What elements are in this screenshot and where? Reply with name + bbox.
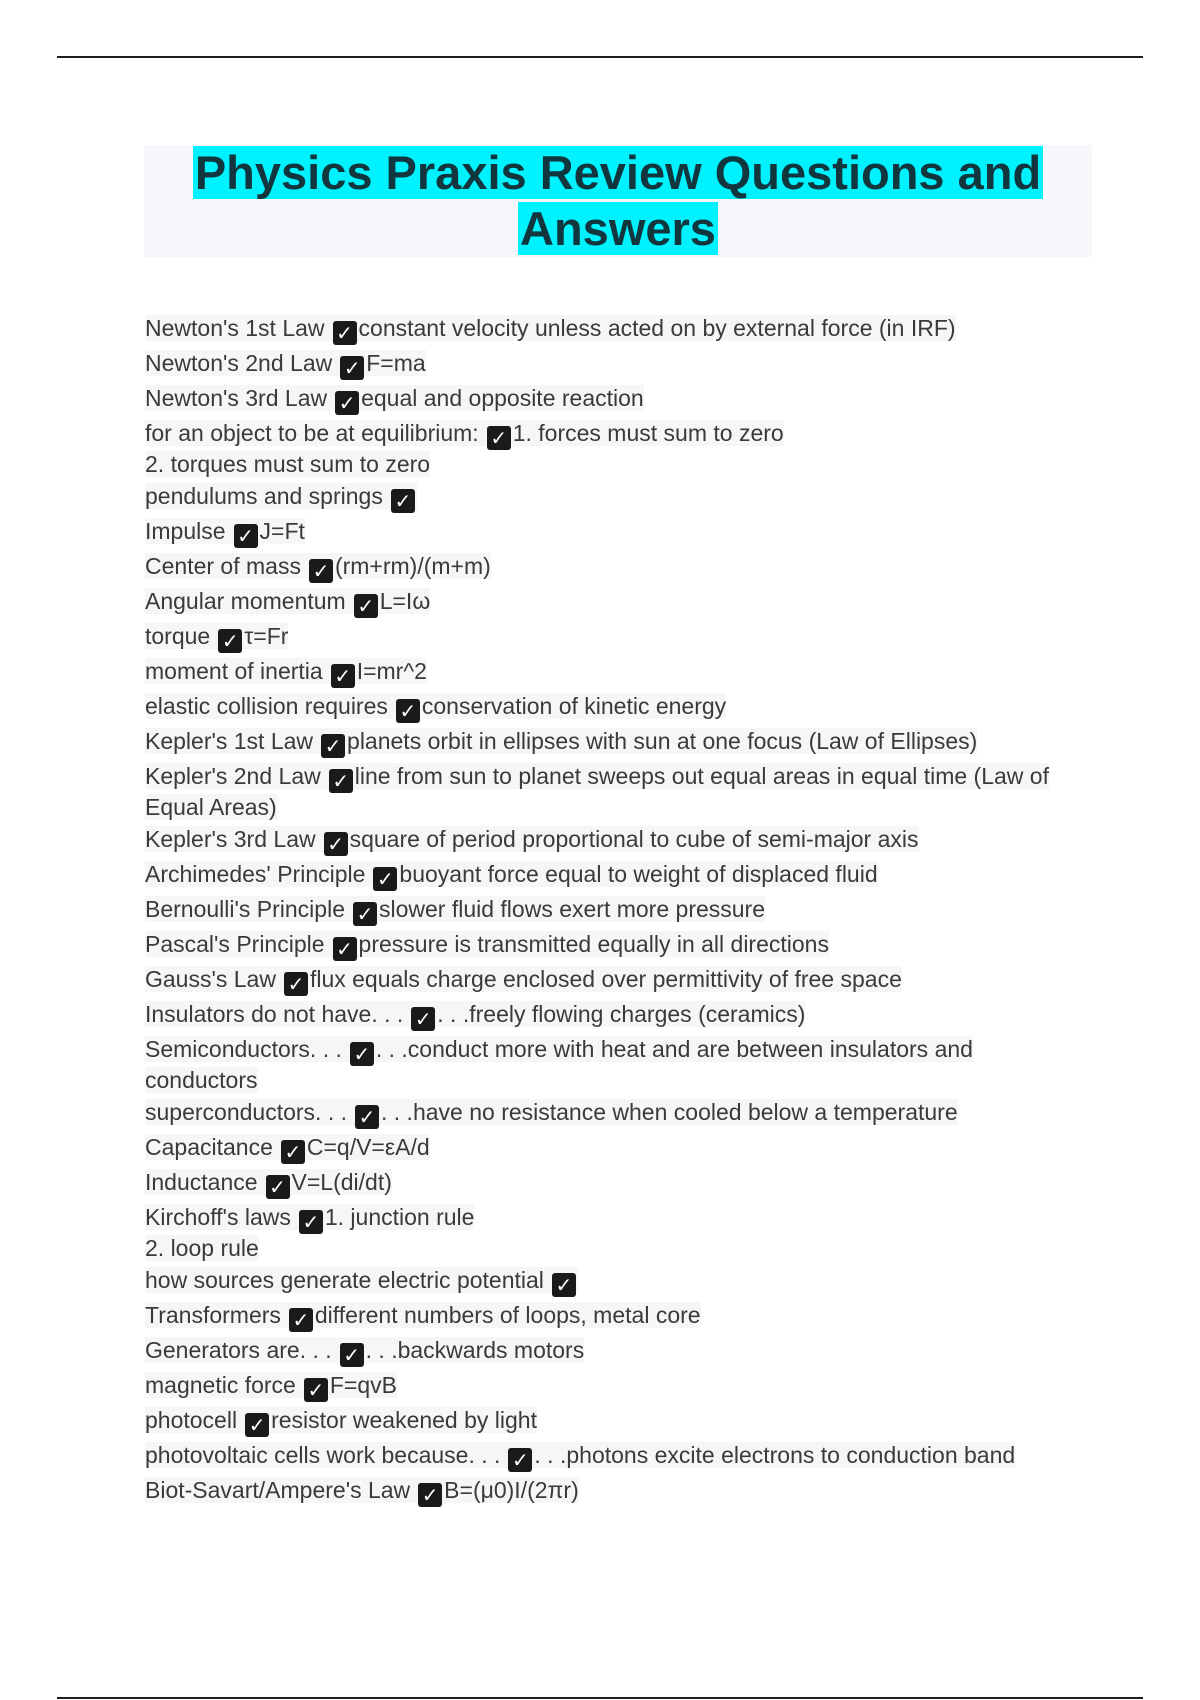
qa-row xyxy=(145,314,1085,345)
qa-term: for an object to be at equilibrium: xyxy=(145,420,479,446)
qa-row xyxy=(145,349,1085,380)
qa-answer: 1. forces must sum to zero xyxy=(512,420,784,446)
qa-row xyxy=(145,1098,1085,1129)
check-box-icon: ✓ xyxy=(552,1273,576,1297)
check-box-icon: ✓ xyxy=(309,559,333,583)
check-box-icon: ✓ xyxy=(354,594,378,618)
check-box-icon: ✓ xyxy=(508,1448,532,1472)
qa-answer: L=Iω xyxy=(379,588,431,614)
qa-row xyxy=(145,1168,1085,1199)
qa-term: magnetic force xyxy=(145,1372,296,1398)
qa-term: how sources generate electric potential xyxy=(145,1267,544,1293)
qa-term: Impulse xyxy=(145,518,226,544)
check-box-icon: ✓ xyxy=(396,699,420,723)
qa-line xyxy=(145,623,289,653)
qa-row xyxy=(145,762,1085,821)
qa-list xyxy=(145,314,1085,1511)
qa-line xyxy=(145,1134,430,1164)
header-rule xyxy=(57,56,1143,58)
qa-row xyxy=(145,860,1085,891)
qa-term: Center of mass xyxy=(145,553,301,579)
qa-term: Angular momentum xyxy=(145,588,346,614)
qa-answer: C=q/V=εA/d xyxy=(306,1134,430,1160)
check-box-icon: ✓ xyxy=(373,867,397,891)
qa-line xyxy=(145,1267,578,1297)
check-box-icon: ✓ xyxy=(304,1378,328,1402)
qa-row xyxy=(145,1301,1085,1332)
title-line-2: Answers xyxy=(520,202,716,255)
qa-term: pendulums and springs xyxy=(145,483,383,509)
qa-answer: B=(μ0)I/(2πr) xyxy=(444,1477,579,1503)
qa-line xyxy=(145,1001,806,1031)
page-title xyxy=(144,145,1092,257)
qa-row xyxy=(145,1441,1085,1472)
qa-term: Bernoulli's Principle xyxy=(145,896,345,922)
qa-line xyxy=(145,861,878,891)
check-box-icon: ✓ xyxy=(281,1140,305,1164)
qa-term: superconductors. . . xyxy=(145,1099,347,1125)
qa-line xyxy=(145,1407,537,1437)
qa-answer: flux equals charge enclosed over permittivity of free space xyxy=(309,966,902,992)
qa-row xyxy=(145,930,1085,961)
qa-answer: τ=Fr xyxy=(244,623,289,649)
qa-row xyxy=(145,482,1085,513)
qa-answer: F=qvB xyxy=(329,1372,397,1398)
qa-row xyxy=(145,1133,1085,1164)
qa-line xyxy=(145,658,427,688)
qa-term: Biot-Savart/Ampere's Law xyxy=(145,1477,411,1503)
qa-answer: J=Ft xyxy=(259,518,305,544)
qa-line xyxy=(145,1204,475,1234)
qa-row xyxy=(145,727,1085,758)
qa-answer: V=L(di/dt) xyxy=(291,1169,392,1195)
qa-answer: . . .backwards motors xyxy=(365,1337,585,1363)
qa-term: Kepler's 3rd Law xyxy=(145,826,316,852)
check-box-icon: ✓ xyxy=(324,832,348,856)
qa-answer: different numbers of loops, metal core xyxy=(314,1302,701,1328)
check-box-icon: ✓ xyxy=(289,1308,313,1332)
qa-row xyxy=(145,419,1085,478)
qa-line xyxy=(145,350,426,380)
qa-answer: . . .have no resistance when cooled below a temperature xyxy=(381,1099,958,1125)
qa-row xyxy=(145,895,1085,926)
qa-row xyxy=(145,1035,1085,1094)
qa-term: Capacitance xyxy=(145,1134,273,1160)
check-box-icon: ✓ xyxy=(266,1175,290,1199)
qa-term: Pascal's Principle xyxy=(145,931,325,957)
qa-answer: square of period proportional to cube of semi-major axis xyxy=(349,826,919,852)
qa-term: elastic collision requires xyxy=(145,693,388,719)
qa-line xyxy=(145,693,727,723)
qa-answer: equal and opposite reaction xyxy=(361,385,644,411)
check-box-icon: ✓ xyxy=(411,1007,435,1031)
qa-row xyxy=(145,692,1085,723)
check-box-icon: ✓ xyxy=(329,769,353,793)
qa-line xyxy=(145,553,491,583)
qa-answer: conservation of kinetic energy xyxy=(421,693,727,719)
qa-answer-continued: 2. torques must sum to zero xyxy=(145,451,431,477)
check-box-icon: ✓ xyxy=(340,1343,364,1367)
qa-line xyxy=(145,1099,958,1129)
qa-row xyxy=(145,1266,1085,1297)
check-box-icon: ✓ xyxy=(299,1210,323,1234)
check-box-icon: ✓ xyxy=(234,524,258,548)
check-box-icon: ✓ xyxy=(353,902,377,926)
qa-answer: resistor weakened by light xyxy=(271,1407,537,1433)
qa-line xyxy=(145,420,784,450)
qa-term: torque xyxy=(145,623,211,649)
qa-row xyxy=(145,1203,1085,1262)
check-box-icon: ✓ xyxy=(333,937,357,961)
qa-term: Semiconductors. . . xyxy=(145,1036,342,1062)
qa-row xyxy=(145,965,1085,996)
qa-term: Inductance xyxy=(145,1169,258,1195)
qa-line xyxy=(145,1372,397,1402)
qa-answer: constant velocity unless acted on by external force (in IRF) xyxy=(358,315,956,341)
check-box-icon: ✓ xyxy=(245,1413,269,1437)
check-box-icon: ✓ xyxy=(331,664,355,688)
qa-line xyxy=(145,1477,579,1507)
qa-term: Kirchoff's laws xyxy=(145,1204,291,1230)
qa-row xyxy=(145,1371,1085,1402)
qa-term: Archimedes' Principle xyxy=(145,861,366,887)
check-box-icon: ✓ xyxy=(284,972,308,996)
qa-answer: . . .conduct more with heat and are between insulators and conductors xyxy=(145,1036,973,1093)
qa-line xyxy=(145,1036,973,1093)
check-box-icon: ✓ xyxy=(333,321,357,345)
qa-answer: 1. junction rule xyxy=(324,1204,475,1230)
check-box-icon: ✓ xyxy=(340,356,364,380)
qa-answer: buoyant force equal to weight of displaced fluid xyxy=(399,861,878,887)
check-box-icon: ✓ xyxy=(391,489,415,513)
qa-row xyxy=(145,622,1085,653)
qa-term: Transformers xyxy=(145,1302,281,1328)
qa-row xyxy=(145,1406,1085,1437)
qa-term: Generators are. . . xyxy=(145,1337,332,1363)
qa-line xyxy=(145,763,1049,820)
qa-line xyxy=(145,588,431,618)
qa-line xyxy=(145,1442,1016,1472)
qa-answer: slower fluid flows exert more pressure xyxy=(378,896,766,922)
qa-line xyxy=(145,728,978,758)
qa-line xyxy=(145,896,766,926)
qa-row xyxy=(145,552,1085,583)
qa-term: Insulators do not have. . . xyxy=(145,1001,404,1027)
footer-rule xyxy=(57,1697,1143,1699)
check-box-icon: ✓ xyxy=(418,1483,442,1507)
qa-answer: . . .photons excite electrons to conduction band xyxy=(534,1442,1016,1468)
qa-answer: line from sun to planet sweeps out equal areas in equal time (Law of Equal Areas) xyxy=(145,763,1049,820)
qa-row xyxy=(145,825,1085,856)
qa-term: Newton's 2nd Law xyxy=(145,350,333,376)
qa-row xyxy=(145,1336,1085,1367)
qa-line xyxy=(145,1169,392,1199)
qa-line xyxy=(145,931,829,961)
qa-line xyxy=(145,1337,585,1367)
qa-line xyxy=(145,826,919,856)
title-line-1: Physics Praxis Review Questions and xyxy=(194,146,1042,199)
qa-answer: . . .freely flowing charges (ceramics) xyxy=(437,1001,806,1027)
qa-answer: (rm+rm)/(m+m) xyxy=(334,553,491,579)
qa-term: Newton's 3rd Law xyxy=(145,385,328,411)
check-box-icon: ✓ xyxy=(335,391,359,415)
qa-line xyxy=(145,518,305,548)
qa-row xyxy=(145,657,1085,688)
qa-term: Kepler's 1st Law xyxy=(145,728,314,754)
qa-term: Kepler's 2nd Law xyxy=(145,763,321,789)
check-box-icon: ✓ xyxy=(218,629,242,653)
qa-line xyxy=(145,315,956,345)
qa-answer: I=mr^2 xyxy=(356,658,427,684)
qa-row xyxy=(145,587,1085,618)
qa-answer: planets orbit in ellipses with sun at one focus (Law of Ellipses) xyxy=(347,728,978,754)
qa-row xyxy=(145,1476,1085,1507)
qa-row xyxy=(145,1000,1085,1031)
qa-term: Gauss's Law xyxy=(145,966,276,992)
check-box-icon: ✓ xyxy=(321,734,345,758)
qa-term: moment of inertia xyxy=(145,658,323,684)
check-box-icon: ✓ xyxy=(355,1105,379,1129)
qa-answer-continued: 2. loop rule xyxy=(145,1235,259,1261)
check-box-icon: ✓ xyxy=(487,426,511,450)
qa-line xyxy=(145,966,902,996)
qa-term: photovoltaic cells work because. . . xyxy=(145,1442,501,1468)
qa-term: Newton's 1st Law xyxy=(145,315,325,341)
qa-row xyxy=(145,517,1085,548)
title-box xyxy=(144,145,1092,257)
qa-row xyxy=(145,384,1085,415)
qa-line xyxy=(145,483,417,513)
qa-line xyxy=(145,385,644,415)
qa-line xyxy=(145,1302,701,1332)
qa-answer: F=ma xyxy=(366,350,426,376)
qa-answer: pressure is transmitted equally in all directions xyxy=(358,931,829,957)
qa-term: photocell xyxy=(145,1407,238,1433)
check-box-icon: ✓ xyxy=(350,1042,374,1066)
